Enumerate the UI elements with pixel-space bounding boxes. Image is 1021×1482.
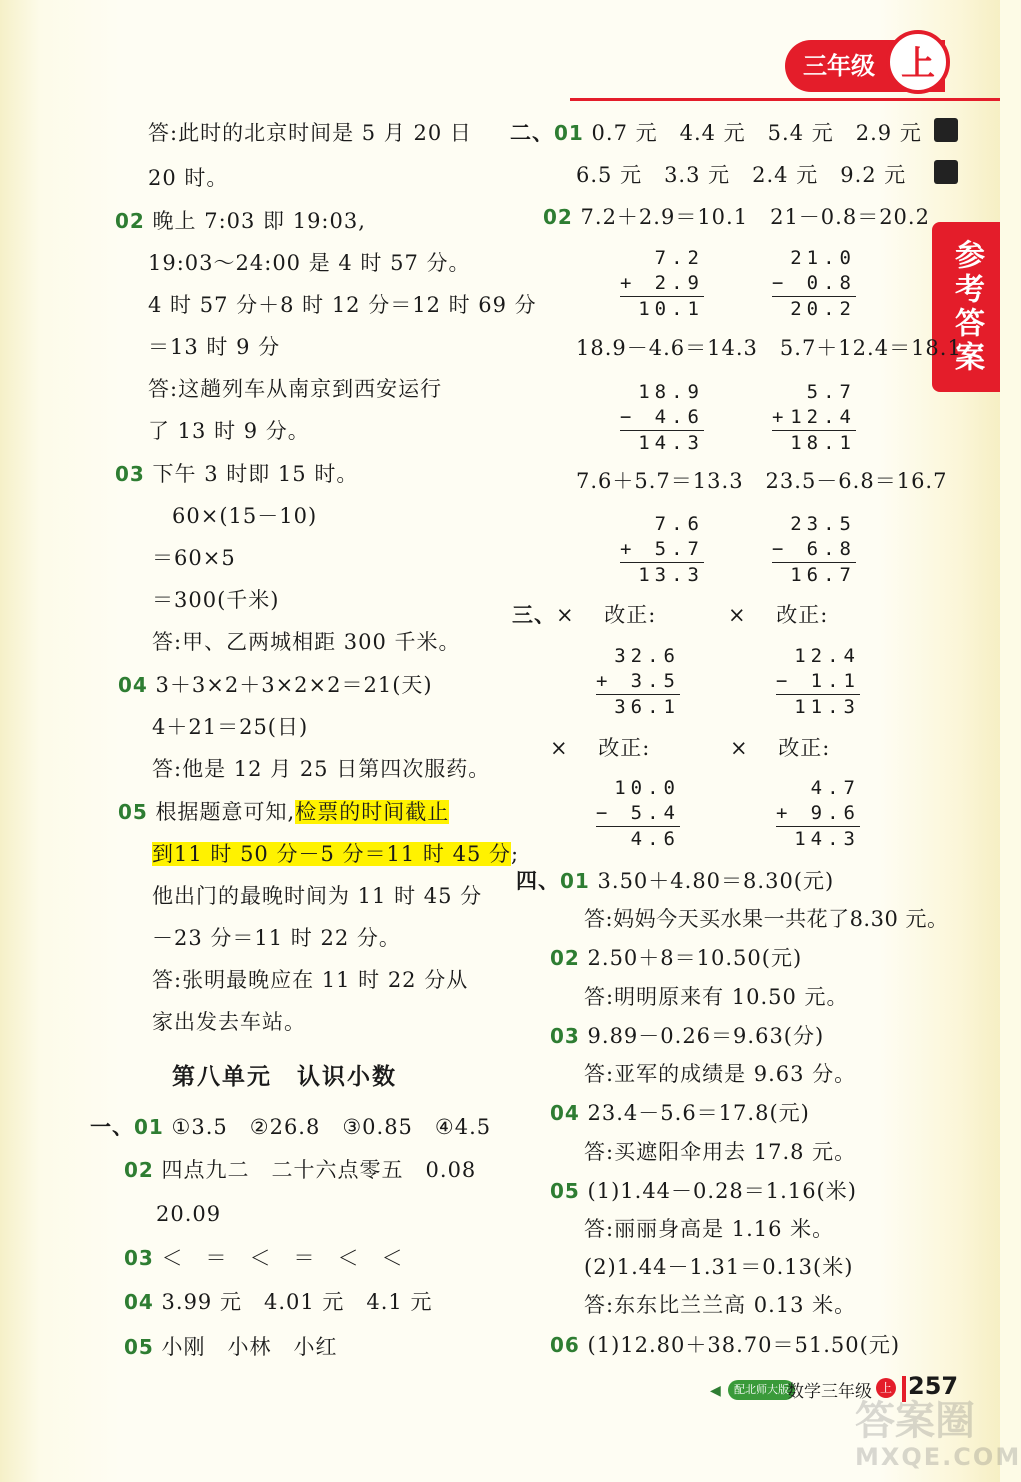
answer-text: 答:丽丽身高是 1.16 米。 xyxy=(584,1217,835,1241)
watermark-logo xyxy=(855,1398,1021,1478)
calc-operand: 5.4 − xyxy=(596,802,680,824)
correction-label: 改正: xyxy=(776,603,829,627)
answer-text: 答:妈妈今天买水果一共花了8.30 元。 xyxy=(584,907,949,931)
vertical-calculation xyxy=(620,512,704,588)
answer-text: 家出发去车站。 xyxy=(152,1010,306,1034)
calc-result: 11.3 xyxy=(776,694,860,720)
answer-text: 7.2＋2.9＝10.1 21－0.8＝20.2 xyxy=(580,205,930,229)
answer-text: 四点九二 二十六点零五 0.08 xyxy=(161,1158,477,1182)
answer-text: 晚上 7:03 即 19:03, xyxy=(152,209,366,233)
correction-label: 改正: xyxy=(598,736,651,760)
answer-text: 3＋3×2＋3×2×2＝21(天) xyxy=(155,673,433,697)
answer-text: 了 13 时 9 分。 xyxy=(148,419,310,443)
calc-operator: − xyxy=(596,802,613,824)
calc-operand: 2.9 + xyxy=(620,272,704,294)
answer-text: 答:这趟列车从南京到西安运行 xyxy=(148,377,443,401)
answer-text: ＝13 时 9 分 xyxy=(148,335,281,359)
answer-key-tab: 参考答案 xyxy=(932,222,1000,392)
calc-operand: 7.2 xyxy=(654,247,704,269)
answer-text: (1)1.44－0.28＝1.16(米) xyxy=(587,1179,857,1203)
answer-text: 20 时。 xyxy=(148,166,229,190)
question-number: 02 xyxy=(115,209,145,233)
calc-operand: 1.1 − xyxy=(776,670,860,692)
answer-text: 根据题意可知, xyxy=(155,800,296,824)
side-marker-icon xyxy=(934,118,958,142)
wrong-mark: × xyxy=(550,736,569,760)
answer-text: 3.50＋4.80＝8.30(元) xyxy=(597,869,835,893)
section-label: 一、 xyxy=(90,1115,134,1139)
answer-text: 他出门的最晚时间为 11 时 45 分 xyxy=(152,884,483,908)
wrong-mark: × xyxy=(556,603,575,627)
question-number: 06 xyxy=(550,1333,580,1357)
answer-text: ; xyxy=(510,842,520,866)
calc-operand: 12.4 xyxy=(794,645,860,667)
calc-operator: + xyxy=(772,406,789,428)
answer-text: ＝300(千米) xyxy=(152,588,280,612)
question-number: 01 xyxy=(554,121,584,145)
edition-badge: 配北师大版 xyxy=(728,1380,795,1400)
calc-operand: 10.0 xyxy=(614,777,680,799)
calc-operand: 3.5 + xyxy=(596,670,680,692)
calc-operator: + xyxy=(620,538,637,560)
question-number: 03 xyxy=(115,462,145,486)
side-marker-icon xyxy=(934,160,958,184)
calc-operand: 12.4 + xyxy=(772,406,856,428)
section-label: 三、 xyxy=(512,603,556,627)
calc-operand: 5.7 + xyxy=(620,538,704,560)
vertical-calculation xyxy=(772,246,856,322)
answer-text: 3.99 元 4.01 元 4.1 元 xyxy=(161,1290,433,1314)
vertical-calculation xyxy=(772,512,856,588)
answer-text: 4＋21＝25(日) xyxy=(152,715,309,739)
wrong-mark: × xyxy=(730,736,749,760)
calc-result: 20.2 xyxy=(772,296,856,322)
footer-volume-badge: 上 xyxy=(876,1378,896,1398)
volume-badge: 上 xyxy=(886,30,950,94)
calc-result: 10.1 xyxy=(620,296,704,322)
answer-text: (1)12.80＋38.70＝51.50(元) xyxy=(587,1333,901,1357)
calc-operator: + xyxy=(776,802,793,824)
calc-result: 14.3 xyxy=(620,430,704,456)
answer-text: 20.09 xyxy=(156,1202,222,1226)
answer-text: 0.7 元 4.4 元 5.4 元 2.9 元 xyxy=(591,121,922,145)
answer-text: －23 分＝11 时 22 分。 xyxy=(152,926,401,950)
question-number: 05 xyxy=(118,800,148,824)
answer-text: 23.4－5.6＝17.8(元) xyxy=(587,1101,810,1125)
calc-operator: − xyxy=(772,272,789,294)
calc-operand: 32.6 xyxy=(614,645,680,667)
answer-text: 18.9－4.6＝14.3 5.7＋12.4＝18.1 xyxy=(576,336,962,360)
calc-result: 14.3 xyxy=(776,826,860,852)
answer-text: 19:03～24:00 是 4 时 57 分。 xyxy=(148,251,471,275)
question-number: 02 xyxy=(124,1158,154,1182)
answer-text: (2)1.44－1.31＝0.13(米) xyxy=(584,1255,854,1279)
vertical-calculation xyxy=(596,776,680,852)
calc-operand: 0.8 − xyxy=(772,272,856,294)
answer-text: 答:此时的北京时间是 5 月 20 日 xyxy=(148,121,472,145)
answer-text: 答:他是 12 月 25 日第四次服药。 xyxy=(152,757,491,781)
calc-result: 13.3 xyxy=(620,562,704,588)
footer-subject: 数学三年级 xyxy=(787,1382,872,1402)
question-number: 01 xyxy=(560,869,590,893)
page-number: 257 xyxy=(908,1372,959,1400)
answer-text: 答:买遮阳伞用去 17.8 元。 xyxy=(584,1140,857,1164)
question-number: 04 xyxy=(124,1290,154,1314)
calc-operator: − xyxy=(776,670,793,692)
question-number: 05 xyxy=(550,1179,580,1203)
answer-text: 9.89－0.26＝9.63(分) xyxy=(587,1024,825,1048)
answer-text: ①3.5 ②26.8 ③0.85 ④4.5 xyxy=(171,1115,492,1139)
question-number: 02 xyxy=(543,205,573,229)
vertical-calculation xyxy=(596,644,680,720)
calc-operand: 21.0 xyxy=(790,247,856,269)
answer-text: 小刚 小林 小红 xyxy=(161,1335,338,1359)
answer-text: 答:东东比兰兰高 0.13 米。 xyxy=(584,1293,857,1317)
watermark-text: 答案圈 xyxy=(855,1398,975,1444)
calc-result: 16.7 xyxy=(772,562,856,588)
answer-text: ＜ ＝ ＜ ＝ ＜ ＜ xyxy=(161,1246,404,1270)
unit-heading: 第八单元 认识小数 xyxy=(172,1064,397,1090)
footer-arrow-icon: ◀ xyxy=(710,1383,721,1399)
answer-text: 下午 3 时即 15 时。 xyxy=(152,462,359,486)
answer-text: 答:亚军的成绩是 9.63 分。 xyxy=(584,1062,857,1086)
answer-text: 2.50＋8＝10.50(元) xyxy=(587,946,803,970)
answer-text: 答:甲、乙两城相距 300 千米。 xyxy=(152,630,461,654)
highlighted-text: 到11 时 50 分－5 分＝11 时 45 分 xyxy=(152,842,511,866)
question-number: 03 xyxy=(124,1246,154,1270)
question-number: 05 xyxy=(124,1335,154,1359)
question-number: 04 xyxy=(118,673,148,697)
calc-result: 18.1 xyxy=(772,430,856,456)
calc-operator: + xyxy=(596,670,613,692)
correction-label: 改正: xyxy=(778,736,831,760)
answer-text: 6.5 元 3.3 元 2.4 元 9.2 元 xyxy=(576,163,907,187)
section-label: 二、 xyxy=(510,121,554,145)
wrong-mark: × xyxy=(728,603,747,627)
vertical-calculation xyxy=(620,380,704,456)
header-divider xyxy=(570,98,1000,101)
answer-text: 7.6＋5.7＝13.3 23.5－6.8＝16.7 xyxy=(576,469,948,493)
vertical-calculation xyxy=(620,246,704,322)
vertical-calculation xyxy=(776,776,860,852)
calc-operator: + xyxy=(620,272,637,294)
calc-operand: 5.7 xyxy=(806,381,856,403)
calc-operand: 4.6 − xyxy=(620,406,704,428)
watermark-url: MXQE.COM xyxy=(855,1443,1021,1471)
vertical-calculation xyxy=(772,380,856,456)
highlighted-text: 检票的时间截止 xyxy=(295,800,450,824)
question-number: 02 xyxy=(550,946,580,970)
answer-text: 4 时 57 分＋8 时 12 分＝12 时 69 分 xyxy=(148,293,537,317)
calc-operand: 6.8 − xyxy=(772,538,856,560)
correction-label: 改正: xyxy=(604,603,657,627)
grade-label: 三年级 xyxy=(785,40,945,92)
calc-operand: 7.6 xyxy=(654,513,704,535)
answer-text: 60×(15－10) xyxy=(172,504,318,528)
calc-result: 4.6 xyxy=(596,826,680,852)
calc-operator: − xyxy=(772,538,789,560)
answer-text: 答:明明原来有 10.50 元。 xyxy=(584,985,849,1009)
calc-operand: 18.9 xyxy=(638,381,704,403)
calc-operand: 23.5 xyxy=(790,513,856,535)
calc-operator: − xyxy=(620,406,637,428)
answer-text: 答:张明最晚应在 11 时 22 分从 xyxy=(152,968,469,992)
answer-text: ＝60×5 xyxy=(152,546,236,570)
question-number: 03 xyxy=(550,1024,580,1048)
question-number: 01 xyxy=(134,1115,164,1139)
calc-operand: 9.6 + xyxy=(776,802,860,824)
section-label: 四、 xyxy=(516,869,560,893)
question-number: 04 xyxy=(550,1101,580,1125)
calc-result: 36.1 xyxy=(596,694,680,720)
calc-operand: 4.7 xyxy=(810,777,860,799)
vertical-calculation xyxy=(776,644,860,720)
